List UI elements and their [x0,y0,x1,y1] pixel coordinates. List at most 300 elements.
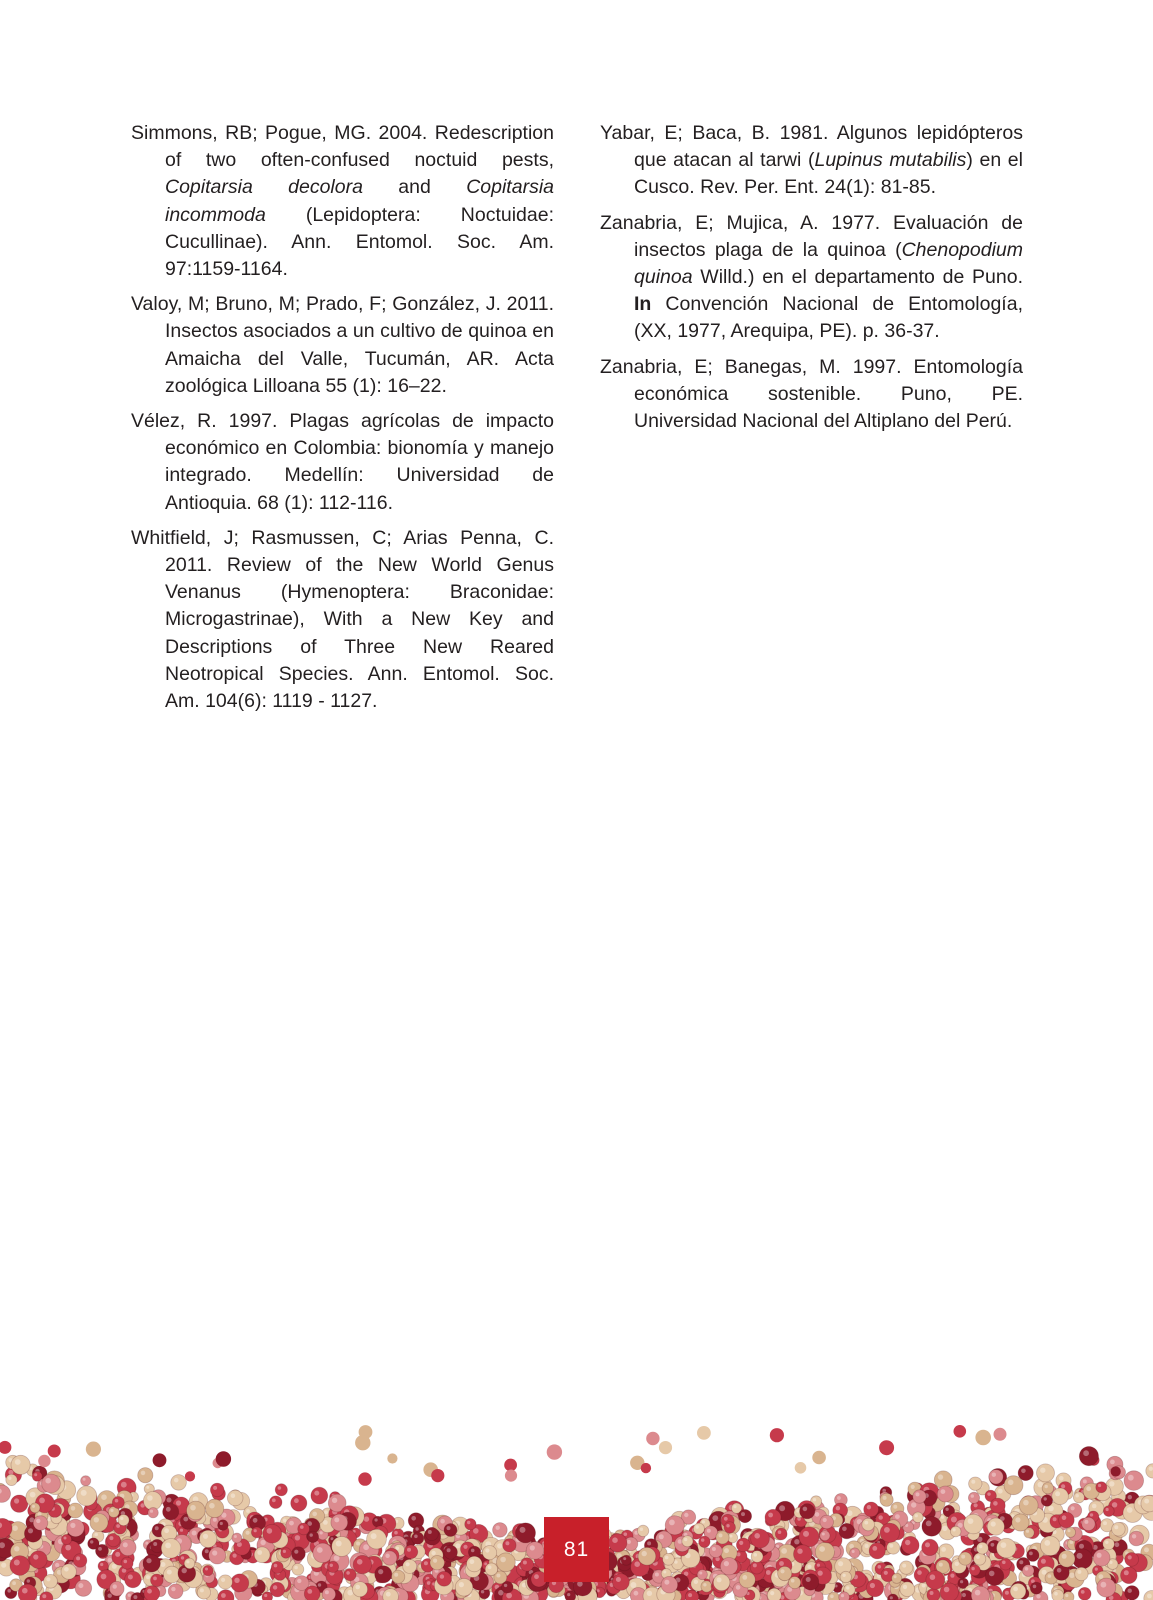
quinoa-grain-highlight [459,1582,464,1587]
quinoa-grain-highlight [171,1587,175,1591]
quinoa-grain-highlight [916,1492,920,1496]
quinoa-grain [344,1569,356,1581]
quinoa-grain-highlight [741,1512,745,1516]
quinoa-grain-highlight [781,1548,787,1554]
quinoa-grain-highlight [231,1493,236,1498]
quinoa-grain-highlight [1095,1568,1098,1571]
quinoa-grain [795,1462,807,1474]
quinoa-grain [1096,1482,1107,1493]
quinoa-grain-highlight [332,1498,337,1503]
quinoa-grain-highlight [1076,1494,1079,1497]
quinoa-grain-highlight [71,1506,76,1511]
quinoa-grain-highlight [889,1544,893,1548]
quinoa-grain-highlight [1083,1479,1087,1483]
quinoa-grain-highlight [213,1486,217,1490]
quinoa-grain [32,1471,42,1481]
quinoa-grain-highlight [334,1517,339,1522]
quinoa-grain [455,1579,473,1597]
quinoa-grain-highlight [739,1541,743,1545]
quinoa-grain-highlight [796,1509,799,1512]
quinoa-grain [937,1486,953,1502]
quinoa-grain-highlight [836,1506,840,1510]
quinoa-grain-highlight [346,1571,350,1575]
quinoa-grain-highlight [1065,1594,1068,1597]
quinoa-grain-highlight [647,1541,651,1545]
quinoa-grain-highlight [64,1567,69,1572]
quinoa-grain-highlight [818,1571,823,1576]
quinoa-grain-highlight [962,1593,966,1597]
quinoa-grain [143,1555,160,1572]
quinoa-grain [254,1547,270,1563]
quinoa-grain-highlight [1071,1506,1075,1510]
quinoa-grain-highlight [1105,1541,1108,1544]
quinoa-grain [120,1539,137,1556]
quinoa-grain [6,1474,17,1485]
quinoa-grain-highlight [108,1594,112,1598]
quinoa-grain-highlight [233,1554,237,1558]
quinoa-grain-highlight [1144,1499,1149,1504]
quinoa-grain [1121,1567,1138,1584]
quinoa-grain [659,1441,672,1454]
references-column-right [600,120,1023,443]
quinoa-grain [661,1576,678,1593]
quinoa-grain-highlight [930,1574,936,1580]
quinoa-grain-highlight [385,1554,389,1558]
quinoa-grain [75,1580,92,1597]
quinoa-grain-highlight [356,1542,360,1546]
quinoa-grain-highlight [754,1553,758,1557]
quinoa-grain [292,1547,306,1561]
quinoa-grain [1073,1549,1093,1569]
quinoa-grain [425,1527,438,1540]
quinoa-grain [1058,1551,1075,1568]
quinoa-grain [751,1551,763,1563]
quinoa-grain-highlight [878,1565,882,1569]
quinoa-grain-highlight [394,1531,398,1535]
quinoa-grain-highlight [220,1522,223,1525]
quinoa-grain [227,1490,243,1506]
reference-text: Zanabria, E; Banegas, M. 1997. Entomología económica sostenible. Puno, PE. Universidad Nacional del Altiplano del Perú. [600,355,1023,433]
quinoa-grain-highlight [183,1517,188,1522]
quinoa-grain [1073,1492,1084,1503]
quinoa-grain-highlight [684,1513,688,1517]
quinoa-grain-highlight [100,1563,103,1566]
reference-text: Zanabria, E; Mujica, A. 1977. Evaluación de insectos plaga de la quinoa ( [600,211,1023,261]
quinoa-grain-highlight [1077,1570,1081,1574]
quinoa-grain [1030,1582,1042,1594]
quinoa-grain [185,1471,195,1481]
quinoa-grain-highlight [1090,1513,1093,1516]
quinoa-grain [0,1441,11,1454]
quinoa-grain-highlight [1013,1587,1018,1592]
quinoa-grain-highlight [500,1557,506,1563]
quinoa-grain-highlight [703,1583,706,1586]
quinoa-grain-highlight [300,1525,304,1529]
quinoa-grain [187,1501,206,1520]
quinoa-grain [1111,1466,1121,1476]
quinoa-grain-highlight [842,1574,845,1577]
quinoa-grain-highlight [922,1583,926,1587]
quinoa-grain [33,1516,48,1531]
quinoa-grain [1063,1592,1074,1600]
quinoa-grain-highlight [1005,1591,1009,1595]
quinoa-grain [815,1542,834,1561]
quinoa-grain-highlight [1044,1540,1050,1546]
quinoa-grain-highlight [101,1494,107,1500]
quinoa-grain-highlight [991,1521,996,1526]
quinoa-grain [151,1574,164,1587]
quinoa-grain-highlight [942,1526,947,1531]
quinoa-grain [1124,1471,1144,1491]
quinoa-grain-highlight [108,1558,113,1563]
quinoa-grain-highlight [902,1564,906,1568]
quinoa-grain-highlight [640,1528,643,1531]
quinoa-grain-highlight [989,1571,995,1577]
quinoa-grain-highlight [534,1574,539,1579]
quinoa-grain-highlight [917,1570,922,1575]
quinoa-grain [609,1534,627,1552]
quinoa-grain-highlight [1092,1504,1097,1509]
quinoa-grain-highlight [323,1520,328,1525]
quinoa-grain-highlight [1001,1542,1007,1548]
quinoa-grain-highlight [165,1543,171,1549]
quinoa-grain-highlight [110,1509,113,1512]
reference-entry [600,120,1023,202]
quinoa-grain [216,1451,231,1466]
quinoa-grain-highlight [407,1548,411,1552]
quinoa-grain [1075,1567,1088,1580]
quinoa-grain-highlight [974,1503,978,1507]
quinoa-grain [799,1527,819,1547]
quinoa-grain-highlight [488,1565,492,1569]
reference-text: Willd.) en el departamento de Puno. [692,266,1023,289]
quinoa-grain-highlight [950,1574,954,1578]
quinoa-grain-highlight [1045,1485,1048,1488]
quinoa-grain [485,1563,497,1575]
quinoa-grain-highlight [440,1574,444,1578]
quinoa-grain [699,1536,710,1547]
quinoa-grain-highlight [806,1577,811,1582]
quinoa-grain-highlight [1069,1573,1075,1579]
quinoa-grain [738,1510,751,1523]
quinoa-grain [81,1476,91,1486]
quinoa-grain-highlight [837,1496,841,1500]
quinoa-grain [269,1496,282,1509]
quinoa-grain-highlight [1099,1574,1104,1579]
quinoa-grain [812,1451,826,1465]
quinoa-grain-highlight [944,1587,950,1593]
quinoa-grain-highlight [665,1556,669,1560]
quinoa-grain [964,1514,984,1534]
quinoa-grain-highlight [688,1593,692,1597]
quinoa-grain-highlight [278,1486,282,1490]
quinoa-grain-highlight [128,1575,133,1580]
quinoa-grain [118,1515,129,1526]
quinoa-grain [866,1579,883,1596]
quinoa-grain [412,1532,424,1544]
quinoa-grain [0,1485,11,1502]
quinoa-grain-highlight [90,1540,93,1543]
quinoa-grain [989,1470,1003,1484]
quinoa-grain-highlight [471,1549,475,1553]
quinoa-grain-highlight [30,1492,36,1498]
quinoa-grain-highlight [289,1521,294,1526]
quinoa-grain-highlight [12,1581,16,1585]
quinoa-grain [18,1584,37,1600]
quinoa-grain-highlight [817,1564,820,1567]
quinoa-grain-highlight [1147,1594,1152,1599]
quinoa-grain-highlight [953,1528,956,1531]
quinoa-grain [922,1539,938,1555]
quinoa-grain-highlight [992,1473,996,1477]
quinoa-grain [565,1591,576,1600]
quinoa-grain-highlight [147,1589,152,1594]
quinoa-grain-highlight [146,1558,151,1563]
quinoa-grain [444,1524,457,1537]
species-name: Chenopodium quinoa [634,238,1023,289]
quinoa-grain-highlight [842,1527,847,1532]
quinoa-grain-highlight [234,1535,237,1538]
quinoa-grain-highlight [1021,1469,1026,1474]
reference-entry [131,525,554,715]
quinoa-grain [503,1539,516,1552]
quinoa-grain-highlight [155,1526,159,1530]
quinoa-grain [199,1530,216,1547]
quinoa-grain [802,1574,818,1590]
quinoa-grain-highlight [707,1529,711,1533]
quinoa-grain-highlight [634,1561,640,1567]
quinoa-grain [1103,1506,1114,1517]
quinoa-grain-highlight [181,1556,184,1559]
quinoa-grain-highlight [22,1588,28,1594]
quinoa-grain-highlight [872,1546,877,1551]
quinoa-grain [697,1570,707,1580]
quinoa-grain [148,1508,158,1518]
quinoa-grain [693,1523,704,1534]
quinoa-grain [291,1495,307,1511]
quinoa-grain-highlight [941,1547,946,1552]
quinoa-grain-highlight [926,1521,932,1527]
quinoa-grain-highlight [1057,1568,1062,1573]
quinoa-grain-highlight [905,1540,910,1545]
quinoa-grain [203,1565,213,1575]
quinoa-grain-highlight [696,1525,699,1528]
quinoa-grain [1129,1531,1144,1546]
quinoa-grain-highlight [971,1494,974,1497]
quinoa-grain-highlight [780,1569,784,1573]
quinoa-grain-highlight [987,1492,990,1495]
quinoa-grain-highlight [46,1577,50,1581]
quinoa-grain [110,1581,125,1596]
quinoa-grain-highlight [312,1512,317,1517]
quinoa-grain-highlight [1048,1574,1052,1578]
quinoa-grain-highlight [294,1550,298,1554]
quinoa-grain [770,1428,784,1442]
quinoa-grain-highlight [1127,1507,1133,1513]
quinoa-grain [969,1477,982,1490]
quinoa-grain-highlight [911,1502,916,1507]
quinoa-grain-highlight [1101,1582,1107,1588]
quinoa-grain-highlight [797,1549,802,1554]
quinoa-grain [1125,1553,1139,1567]
quinoa-grain-highlight [754,1533,760,1539]
quinoa-grain-highlight [766,1570,771,1575]
quinoa-grain-highlight [879,1515,883,1519]
quinoa-grain-highlight [27,1579,30,1582]
quinoa-grain-highlight [1106,1508,1109,1511]
quinoa-grain-highlight [1109,1481,1114,1486]
quinoa-grain-highlight [39,1498,45,1504]
quinoa-grain-highlight [791,1579,795,1583]
quinoa-grain-highlight [1023,1500,1029,1506]
quinoa-grain [197,1586,210,1599]
quinoa-grain [820,1515,834,1529]
quinoa-grain [467,1556,483,1572]
quinoa-grain-highlight [115,1552,120,1557]
quinoa-grain [547,1444,562,1459]
quinoa-grain [298,1523,310,1535]
quinoa-grain-highlight [447,1526,451,1530]
quinoa-grain-highlight [246,1509,250,1513]
quinoa-grain-highlight [506,1593,512,1599]
quinoa-grain-highlight [1062,1554,1067,1559]
quinoa-grain-highlight [12,1525,18,1531]
quinoa-grain-highlight [1098,1484,1101,1487]
reference-entry [131,120,554,283]
quinoa-grain [430,1556,444,1570]
quinoa-grain [887,1541,900,1554]
quinoa-grain-highlight [1112,1502,1117,1507]
quinoa-grain-highlight [616,1577,621,1582]
quinoa-grain-highlight [1041,1559,1046,1564]
quinoa-grain-highlight [272,1498,276,1502]
quinoa-grain-highlight [167,1570,172,1575]
quinoa-grain-highlight [623,1557,626,1560]
quinoa-grain [61,1534,71,1544]
quinoa-grain-highlight [386,1592,391,1597]
quinoa-grain-highlight [440,1519,445,1524]
quinoa-grain [1082,1517,1095,1530]
quinoa-grain [231,1574,249,1592]
quinoa-grain-highlight [779,1561,784,1566]
quinoa-grain-highlight [778,1530,782,1534]
quinoa-grain-highlight [630,1582,636,1588]
quinoa-grain-highlight [736,1585,741,1590]
reference-text: Convención Nacional de Entomología, (XX, 1977, Arequipa, PE). p. 36-37. [634,293,1023,343]
quinoa-grain-highlight [120,1517,123,1520]
quinoa-grain-highlight [961,1555,965,1559]
quinoa-grain-highlight [730,1535,733,1538]
quinoa-grain [67,1519,84,1536]
quinoa-grain [483,1546,497,1560]
quinoa-grain [11,1455,30,1474]
quinoa-grain [968,1492,979,1503]
quinoa-grain [307,1531,318,1542]
quinoa-grain-highlight [1114,1525,1118,1529]
quinoa-grain-highlight [150,1510,153,1513]
quinoa-grain-highlight [283,1519,287,1523]
quinoa-grain [73,1554,87,1568]
quinoa-grain-highlight [65,1545,71,1551]
quinoa-grain-highlight [15,1459,21,1465]
quinoa-grain [900,1582,915,1597]
quinoa-grain-highlight [294,1498,299,1503]
quinoa-grain-highlight [55,1563,59,1567]
quinoa-grain-highlight [121,1482,127,1488]
quinoa-grain [987,1518,1004,1535]
quinoa-grain [1004,1476,1023,1495]
quinoa-grain [1042,1483,1053,1494]
quinoa-grain-highlight [712,1515,718,1521]
quinoa-grain-highlight [768,1513,773,1518]
quinoa-grain [163,1504,179,1520]
quinoa-grain-highlight [975,1590,981,1596]
quinoa-grain-highlight [925,1542,930,1547]
quinoa-grain-highlight [1128,1555,1132,1559]
quinoa-grain-highlight [1015,1517,1020,1522]
quinoa-grain-highlight [865,1544,869,1548]
quinoa-grain-highlight [903,1585,907,1589]
quinoa-grain-highlight [221,1593,226,1598]
quinoa-grain-highlight [212,1550,217,1555]
quinoa-grain-highlight [523,1561,527,1565]
quinoa-grain [493,1523,508,1538]
quinoa-grain-highlight [318,1583,321,1586]
quinoa-grain [1027,1549,1039,1561]
quinoa-grain [975,1430,991,1446]
quinoa-grain-highlight [979,1545,983,1549]
quinoa-grain [1097,1578,1116,1597]
quinoa-grain-highlight [567,1593,570,1596]
quinoa-grain [505,1470,517,1482]
quinoa-grain-highlight [890,1596,893,1599]
quinoa-grain-highlight [624,1532,628,1536]
quinoa-grain [444,1545,458,1559]
quinoa-grain [862,1518,875,1531]
quinoa-grain [262,1592,273,1600]
quinoa-grain [497,1553,516,1572]
quinoa-grain-highlight [1084,1520,1088,1524]
quinoa-grain-highlight [1149,1467,1153,1471]
quinoa-grain-highlight [1033,1585,1037,1589]
quinoa-grain-highlight [14,1498,19,1503]
quinoa-grain-highlight [394,1573,398,1577]
quinoa-grain-highlight [1077,1553,1083,1559]
quinoa-grain-highlight [14,1560,20,1566]
quinoa-grain [10,1556,30,1576]
reference-entry [131,291,554,400]
quinoa-grain-highlight [428,1530,432,1534]
quinoa-grain-highlight [116,1524,120,1528]
quinoa-grain [504,1459,517,1472]
quinoa-grain [621,1555,631,1565]
quinoa-grain-highlight [7,1589,11,1593]
quinoa-grain-highlight [70,1523,75,1528]
quinoa-grain [516,1523,536,1543]
quinoa-grain [736,1538,750,1552]
quinoa-grain-highlight [8,1477,11,1480]
quinoa-grain [850,1548,860,1558]
quinoa-grain [720,1558,737,1575]
quinoa-grain-highlight [815,1512,820,1517]
quinoa-grain [1125,1586,1140,1600]
quinoa-grain-highlight [283,1550,286,1553]
quinoa-grain-highlight [971,1480,975,1484]
quinoa-grain [404,1545,418,1559]
quinoa-grain [994,1428,1007,1441]
quinoa-grain [1052,1488,1069,1505]
quinoa-grain-highlight [915,1514,918,1517]
